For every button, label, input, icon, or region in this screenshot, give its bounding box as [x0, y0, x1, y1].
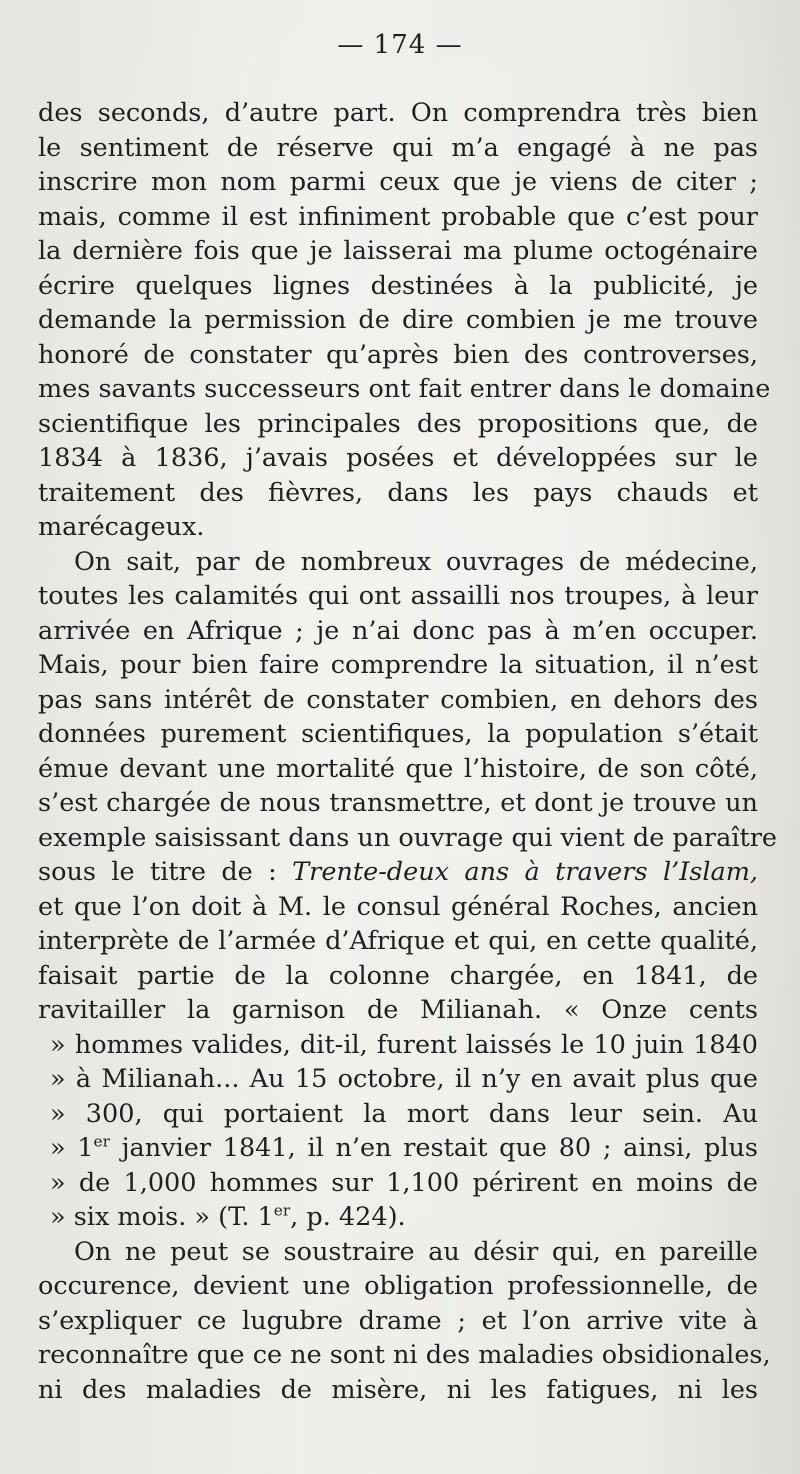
text-line: des seconds, d’autre part. On comprendra très bien [38, 98, 758, 128]
text-line: données purement scientifiques, la population s’était [38, 719, 758, 749]
text-span: janvier 1841, il n’en restait que 80 ; ainsi, plus [109, 1133, 759, 1163]
text-line: pas sans intérêt de constater combien, en dehors des [38, 684, 758, 715]
text-line: la dernière fois que je laisserai ma plume octogénaire [38, 236, 758, 266]
text-span: » 1 [50, 1133, 94, 1163]
text-line [38, 1131, 758, 1166]
text-line: 1834 à 1836, j’avais posées et développées sur le [38, 443, 758, 473]
text-line: » hommes valides, dit-il, furent laissés le 10 juin 1840 [50, 1029, 758, 1060]
text-line: marécageux. [38, 512, 205, 542]
text-line: interprète de l’armée d’Afrique et qui, en cette qualité, [38, 926, 758, 956]
text-line: le sentiment de réserve qui m’a engagé à ne pas [38, 132, 758, 163]
text-line: On ne peut se soustraire au désir qui, en pareille [74, 1236, 758, 1267]
text-line: toutes les calamités qui ont assailli nos troupes, à leur [38, 581, 758, 611]
text-line [38, 855, 758, 890]
text-line: s’expliquer ce lugubre drame ; et l’on arrive vite à [38, 1305, 758, 1336]
text-line: arrivée en Afrique ; je n’ai donc pas à m’en occuper. [38, 615, 758, 646]
text-line: faisait partie de la colonne chargée, en 1841, de [38, 960, 758, 991]
text-line: » 300, qui portaient la mort dans leur sein. Au [50, 1098, 758, 1129]
superscript: er [273, 1201, 291, 1220]
text-line: occurence, devient une obligation professionnelle, de [38, 1271, 758, 1301]
text-line: » à Milianah... Au 15 octobre, il n’y en avait plus que [50, 1064, 758, 1094]
text-line: demande la permission de dire combien je me trouve [38, 305, 758, 335]
text-line: s’est chargée de nous transmettre, et dont je trouve un [38, 788, 758, 818]
text-line: scientifique les principales des propositions que, de [38, 408, 758, 439]
superscript: er [93, 1132, 110, 1151]
text-line: mais, comme il est infiniment probable que c’est pour [38, 201, 758, 232]
text-line: écrire quelques lignes destinées à la publicité, je [38, 270, 758, 301]
text-span: » six mois. » (T. 1 [50, 1202, 274, 1232]
text-line: traitement des fièvres, dans les pays chauds et [38, 477, 758, 508]
text-line: ni des maladies de misère, ni les fatigues, ni les [38, 1374, 758, 1405]
text-line: mes savants successeurs ont fait entrer dans le domaine [38, 374, 771, 404]
text-line: reconnaître que ce ne sont ni des maladies obsidionales, [38, 1340, 771, 1370]
page-number: — 174 — [337, 30, 463, 60]
text-line: et que l’on doit à M. le consul général Roches, ancien [38, 891, 758, 922]
text-line [38, 1200, 758, 1235]
text-line: exemple saisissant dans un ouvrage qui vient de paraître [38, 822, 778, 853]
text-line: honoré de constater qu’après bien des controverses, [38, 339, 758, 370]
text-span: sous le titre de : [38, 857, 277, 887]
text-line: ravitailler la garnison de Milianah. « Onze cents [38, 995, 758, 1025]
text-line: Mais, pour bien faire comprendre la situation, il n’est [38, 650, 758, 680]
text-line: émue devant une mortalité que l’histoire, de son côté, [38, 753, 758, 784]
book-title: Trente-deux ans à travers l’Islam, [292, 857, 759, 887]
text-line: On sait, par de nombreux ouvrages de médecine, [74, 546, 758, 577]
text-line: inscrire mon nom parmi ceux que je viens de citer ; [38, 167, 758, 197]
body-text [38, 96, 778, 1407]
text-span: , p. 424). [290, 1202, 406, 1232]
text-line: » de 1,000 hommes sur 1,100 périrent en moins de [50, 1167, 758, 1198]
